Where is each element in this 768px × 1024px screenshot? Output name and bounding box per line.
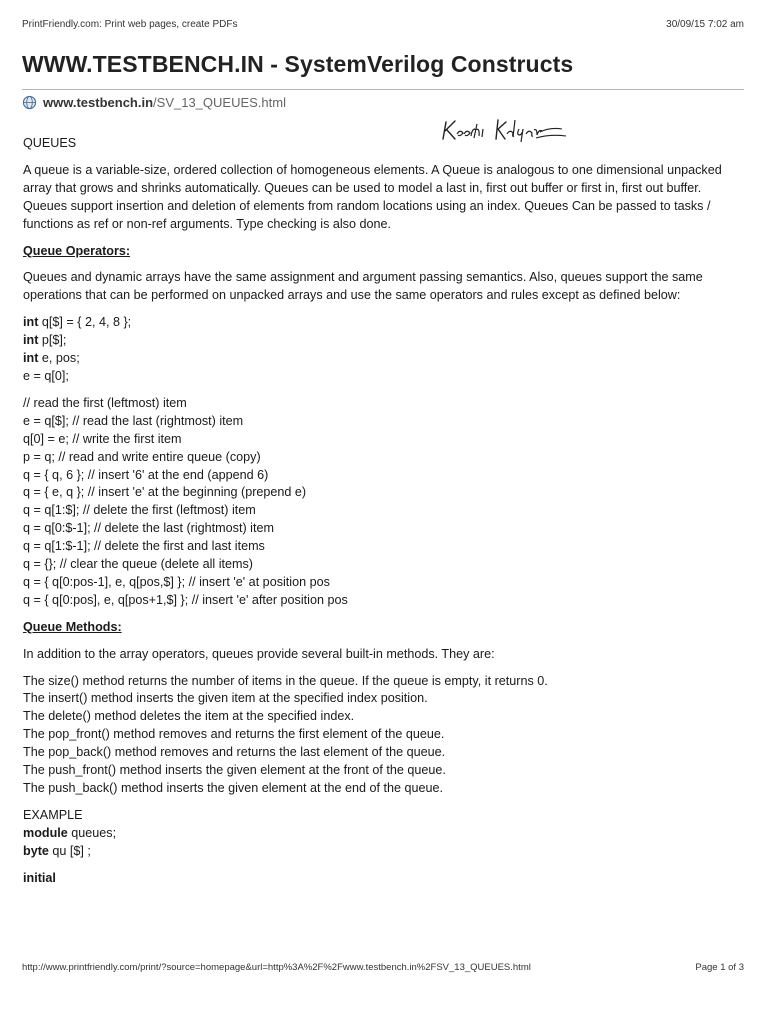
source-url[interactable] [22, 95, 286, 110]
method-item: The size() method returns the number of items in the queue. If the queue is empty, it returns 0. [23, 673, 548, 688]
methods-heading: Queue Methods: [23, 619, 122, 634]
example-label: EXAMPLE [23, 807, 83, 822]
code-line [23, 825, 747, 843]
code-line [23, 368, 747, 386]
methods-list [23, 673, 747, 798]
declarations-code [23, 314, 747, 386]
method-item: The pop_back() method removes and returns the last element of the queue. [23, 745, 446, 760]
section-label: QUEUES [23, 136, 77, 150]
code-text: qu [$] ; [48, 843, 91, 858]
source-url-domain[interactable]: www.testbench.in [43, 95, 154, 110]
page-title: WWW.TESTBENCH.IN - SystemVerilog Constructs [22, 51, 574, 77]
code-line: q = q[0:$-1]; // delete the last (rightmost) item [23, 521, 274, 536]
code-line: // read the first (leftmost) item [23, 395, 187, 410]
code-keyword-initial: initial [23, 870, 56, 885]
footer-url[interactable]: http://www.printfriendly.com/print/?source=homepage&url=http%3A%2F%2Fwww.testbench.in%2FSV_13_QUEUES.html [22, 962, 531, 973]
operators-code [23, 395, 747, 610]
code-line [23, 350, 747, 368]
code-line: e = q[$]; // read the last (rightmost) item [23, 413, 244, 428]
page-number: Page 1 of 3 [695, 962, 744, 973]
print-header-date: 30/09/15 7:02 am [666, 19, 744, 30]
methods-intro: In addition to the array operators, queues provide several built-in methods. They are: [23, 646, 495, 661]
code-line [23, 843, 747, 861]
code-keyword: int [23, 333, 39, 348]
code-text: queues; [67, 825, 117, 840]
print-footer [22, 962, 744, 973]
code-text: q[$] = { 2, 4, 8 }; [38, 315, 132, 330]
method-item: The pop_front() method removes and returns the first element of the queue. [23, 727, 445, 742]
code-line: p = q; // read and write entire queue (copy) [23, 449, 261, 464]
code-text: p[$]; [38, 333, 67, 348]
code-line: q = { q, 6 }; // insert '6' at the end (append 6) [23, 467, 269, 482]
code-text: e = q[0]; [23, 368, 69, 383]
code-keyword: module [23, 825, 68, 840]
code-line: q = q[1:$]; // delete the first (leftmost) item [23, 503, 256, 518]
method-item: The push_front() method inserts the given element at the front of the queue. [23, 763, 446, 778]
intro-paragraph: A queue is a variable-size, ordered collection of homogeneous elements. A Queue is analogous to one dimensional unpacked array that grows and shrinks automatically. Queues can be used to model a last in, first out buffer or first in, first out buffer. Queues support insertion and deletion of elements from random locations using an index. Queues Can be passed to tasks / functions as ref or non-ref arguments. Type checking is also done. [23, 162, 722, 231]
code-line: q[0] = e; // write the first item [23, 431, 182, 446]
code-line: q = { q[0:pos-1], e, q[pos,$] }; // insert 'e' at position pos [23, 574, 330, 589]
code-line: q = {}; // clear the queue (delete all items) [23, 557, 253, 572]
operators-paragraph: Queues and dynamic arrays have the same assignment and argument passing semantics. Also, queues support the same operations that can be performed on unpacked arrays and use the same operators and rules except as defined below: [23, 270, 703, 303]
print-header [22, 19, 744, 30]
example-code [23, 807, 747, 861]
code-line: q = { q[0:pos], e, q[pos+1,$] }; // insert 'e' after position pos [23, 592, 348, 607]
code-text: e, pos; [38, 351, 80, 366]
article-body [23, 135, 747, 888]
operators-heading: Queue Operators: [23, 243, 131, 258]
method-item: The insert() method inserts the given item at the specified index position. [23, 691, 428, 706]
code-line [23, 332, 747, 350]
code-line: q = q[1:$-1]; // delete the first and last items [23, 539, 265, 554]
method-item: The delete() method deletes the item at the specified index. [23, 709, 355, 724]
globe-icon [22, 95, 37, 110]
method-item: The push_back() method inserts the given element at the end of the queue. [23, 781, 444, 795]
code-keyword: int [23, 315, 39, 330]
title-divider [22, 89, 744, 90]
print-header-source: PrintFriendly.com: Print web pages, create PDFs [22, 19, 238, 30]
source-url-path[interactable]: /SV_13_QUEUES.html [153, 95, 286, 110]
code-line [23, 314, 747, 332]
code-keyword: int [23, 351, 39, 366]
code-line: q = { e, q }; // insert 'e' at the beginning (prepend e) [23, 485, 307, 500]
code-keyword: byte [23, 843, 49, 858]
